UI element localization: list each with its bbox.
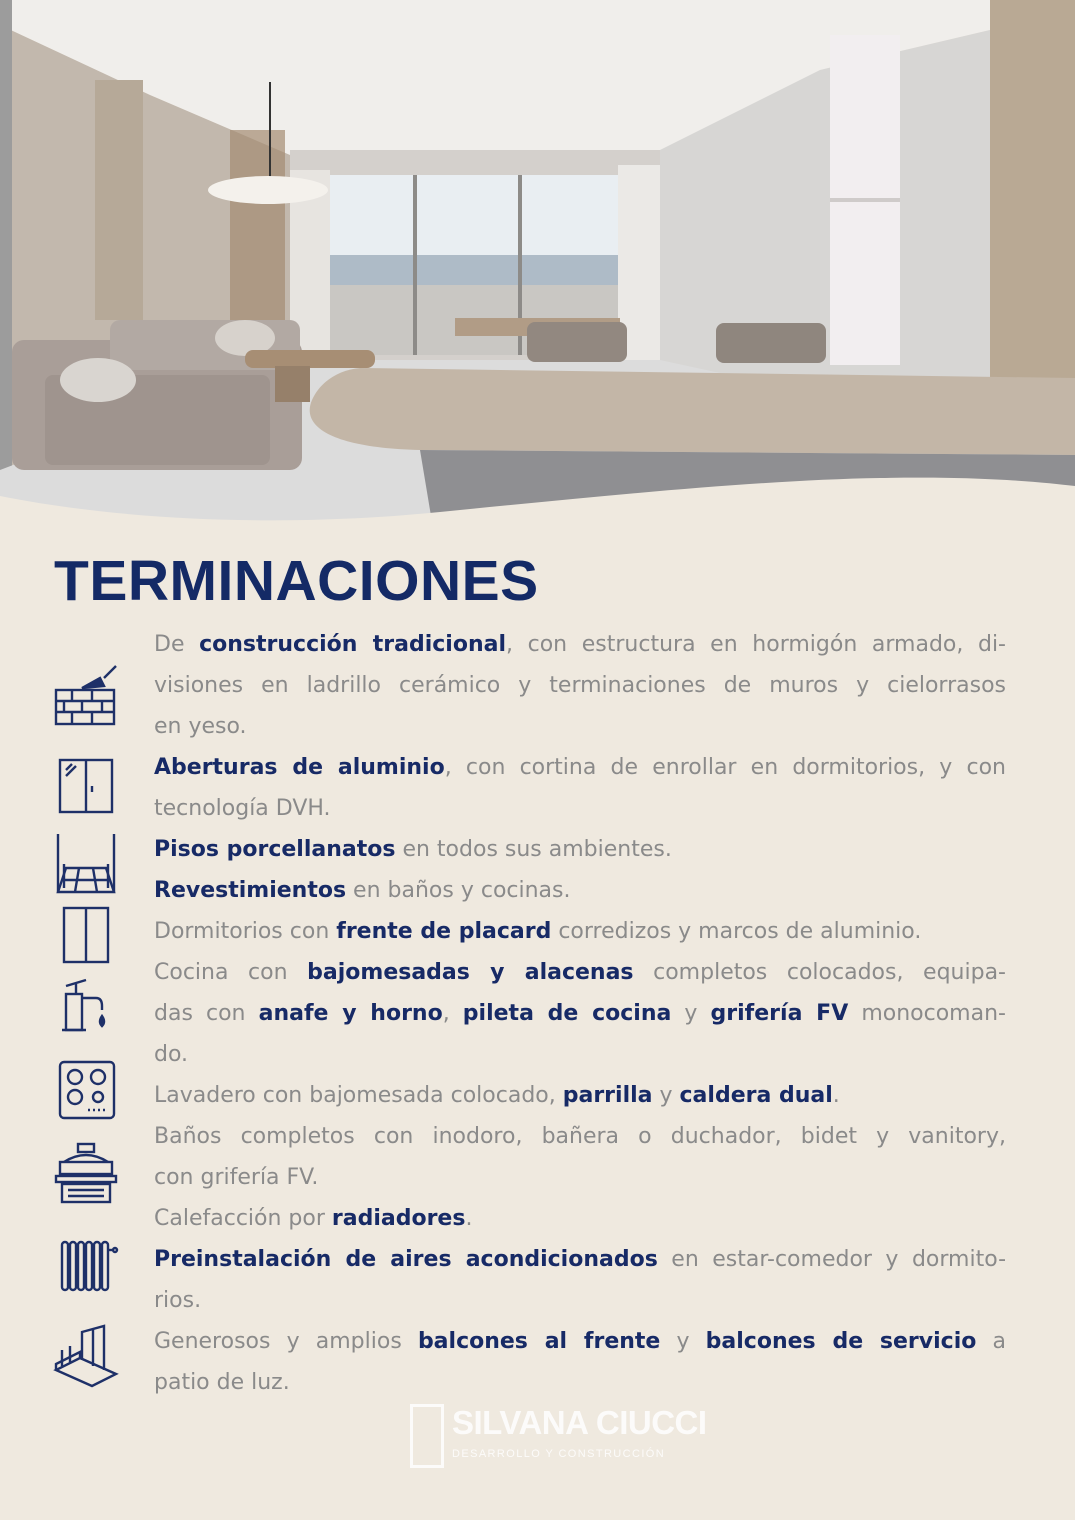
feature-text: tecnología DVH. <box>154 796 331 821</box>
feature-text: Baños completos con inodoro, bañera o duchador, bidet y vanitory, <box>154 1124 1006 1149</box>
feature-text: corredizos y marcos de aluminio. <box>551 919 922 944</box>
feature-line <box>154 1362 1006 1403</box>
company-logo <box>410 1402 707 1472</box>
feature-highlight: grifería FV <box>710 1001 849 1026</box>
feature-line <box>154 1034 1006 1075</box>
feature-highlight: Preinstalación de aires acondicionados <box>154 1247 658 1272</box>
feature-text: a <box>976 1329 1006 1354</box>
logo-tagline: DESARROLLO Y CONSTRUCCIÓN <box>452 1448 666 1460</box>
feature-text: . <box>832 1083 840 1108</box>
hero-photo <box>0 0 1075 540</box>
feature-line <box>154 1116 1006 1157</box>
feature-text: rios. <box>154 1288 202 1313</box>
feature-text: , con estructura en hormigón armado, di- <box>506 632 1006 657</box>
feature-line <box>154 993 1006 1034</box>
feature-highlight: balcones al frente <box>417 1329 661 1354</box>
grill-icon <box>52 1140 120 1208</box>
feature-line <box>154 870 1006 911</box>
feature-text: Cocina con <box>154 960 308 985</box>
page-title: TERMINACIONES <box>54 549 539 613</box>
feature-highlight: anafe y horno <box>258 1001 443 1026</box>
feature-line <box>154 788 1006 829</box>
feature-line <box>154 1280 1006 1321</box>
wardrobe-icon <box>52 900 120 968</box>
feature-text: visiones en ladrillo cerámico y terminaciones de muros y cielorrasos <box>154 673 1006 698</box>
feature-line <box>154 1198 1006 1239</box>
feature-line <box>154 624 1006 665</box>
feature-line <box>154 952 1006 993</box>
feature-line <box>154 1239 1006 1280</box>
logo-name: SILVANA CIUCCI <box>452 1404 707 1441</box>
feature-line <box>154 706 1006 747</box>
feature-line <box>154 747 1006 788</box>
brick-trowel-icon <box>52 660 120 728</box>
feature-text: , <box>442 1001 463 1026</box>
feature-line <box>154 829 1006 870</box>
radiator-icon <box>52 1232 120 1300</box>
feature-text: Lavadero con bajomesada colocado, <box>154 1083 563 1108</box>
feature-text: en todos sus ambientes. <box>395 837 672 862</box>
feature-text: das con <box>154 1001 259 1026</box>
feature-line <box>154 1075 1006 1116</box>
tiled-floor-icon <box>52 828 120 896</box>
feature-text: patio de luz. <box>154 1370 290 1395</box>
feature-text: en yeso. <box>154 714 247 739</box>
feature-highlight: caldera dual <box>679 1083 833 1108</box>
window-frame-icon <box>52 752 120 820</box>
feature-highlight: frente de placard <box>336 919 552 944</box>
feature-text: De <box>154 632 200 657</box>
feature-text: do. <box>154 1042 189 1067</box>
feature-text: en estar-comedor y dormito- <box>657 1247 1007 1272</box>
feature-text: y <box>660 1329 706 1354</box>
feature-line <box>154 1157 1006 1198</box>
feature-highlight: construcción tradicional <box>199 632 506 657</box>
feature-text: y <box>652 1083 680 1108</box>
feature-line <box>154 911 1006 952</box>
feature-line <box>154 665 1006 706</box>
feature-highlight: Pisos porcellanatos <box>154 837 396 862</box>
feature-text: y <box>671 1001 711 1026</box>
feature-text: Generosos y amplios <box>154 1329 418 1354</box>
feature-text: en baños y cocinas. <box>346 878 571 903</box>
feature-highlight: Revestimientos <box>154 878 347 903</box>
feature-highlight: balcones de servicio <box>705 1329 977 1354</box>
feature-highlight: Aberturas de aluminio <box>154 755 445 780</box>
feature-line <box>154 1321 1006 1362</box>
feature-highlight: radiadores <box>331 1206 466 1231</box>
balcony-icon <box>52 1322 120 1390</box>
logo-mark-icon <box>410 1404 444 1468</box>
feature-text: Calefacción por <box>154 1206 332 1231</box>
faucet-icon <box>52 972 120 1040</box>
feature-text: Dormitorios con <box>154 919 337 944</box>
features-text <box>154 624 1006 1403</box>
feature-highlight: pileta de cocina <box>462 1001 672 1026</box>
feature-text: con grifería FV. <box>154 1165 319 1190</box>
feature-highlight: bajomesadas y alacenas <box>307 960 634 985</box>
cooktop-icon <box>52 1056 120 1124</box>
feature-text: , con cortina de enrollar en dormitorios, y con <box>444 755 1006 780</box>
feature-highlight: parrilla <box>562 1083 653 1108</box>
feature-text: completos colocados, equipa- <box>633 960 1006 985</box>
feature-text: monocoman- <box>848 1001 1006 1026</box>
feature-text: . <box>465 1206 473 1231</box>
